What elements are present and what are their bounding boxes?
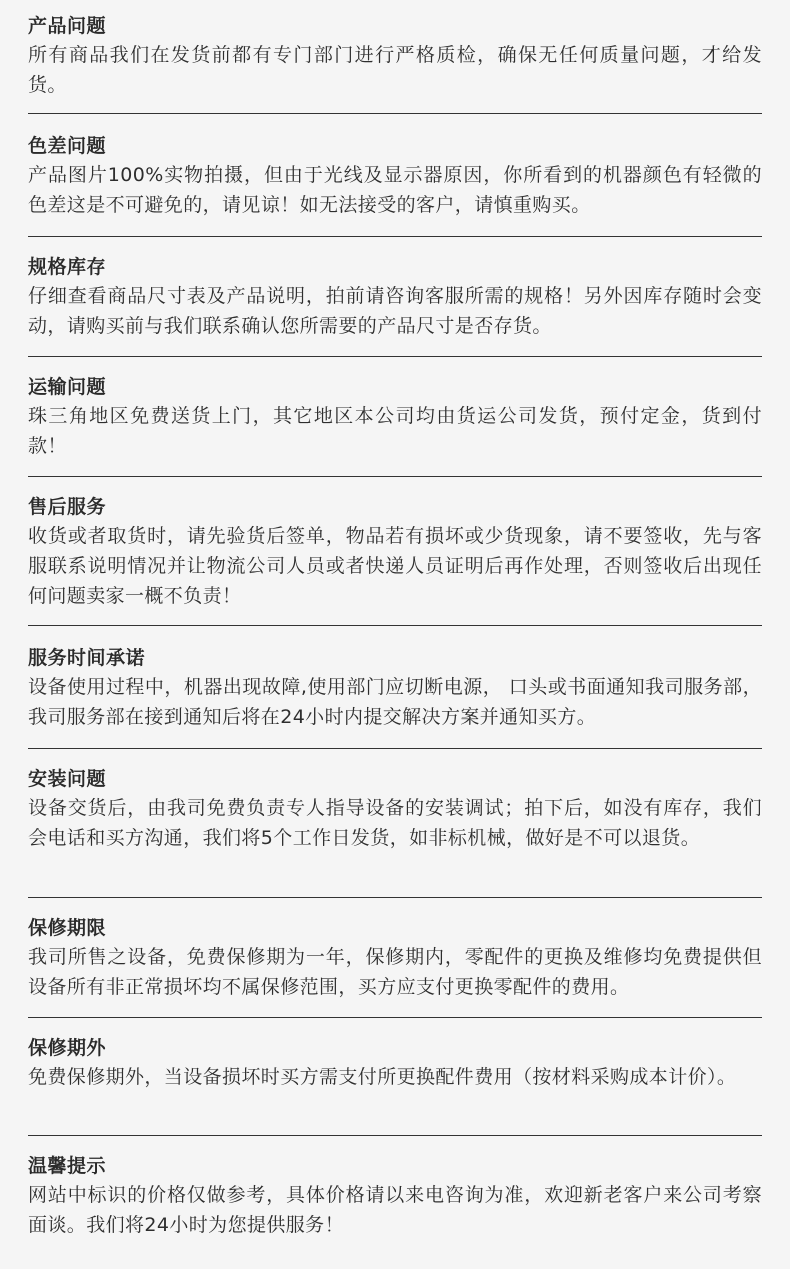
- section-body: 网站中标识的价格仅做参考，具体价格请以来电咨询为准，欢迎新老客户来公司考察面谈。我们将24小时为您提供服务！: [28, 1184, 762, 1236]
- section-title: 规格库存: [28, 256, 107, 278]
- section-title: 保修期限: [28, 917, 107, 939]
- section-title: 售后服务: [28, 496, 107, 518]
- section-out-of-warranty: [28, 1018, 762, 1136]
- section-installation: [28, 749, 762, 898]
- section-shipping: [28, 357, 762, 477]
- section-title: 温馨提示: [28, 1155, 107, 1177]
- section-body: 收货或者取货时，请先验货后签单，物品若有损坏或少货现象，请不要签收，先与客服联系说明情况并让物流公司人员或者快递人员证明后再作处理，否则签收后出现任何问题卖家一概不负责！: [28, 525, 762, 607]
- section-service-time: [28, 626, 762, 749]
- section-warranty-period: [28, 898, 762, 1018]
- section-product-issues: [28, 12, 762, 114]
- section-body: 免费保修期外，当设备损坏时买方需支付所更换配件费用（按材料采购成本计价）。: [28, 1066, 737, 1088]
- section-title: 色差问题: [28, 135, 107, 157]
- section-color-difference: [28, 114, 762, 237]
- section-body: 设备交货后，由我司免费负责专人指导设备的安装调试；拍下后，如没有库存，我们会电话和买方沟通，我们将5个工作日发货，如非标机械，做好是不可以退货。: [28, 797, 762, 849]
- section-title: 服务时间承诺: [28, 647, 146, 669]
- section-specs-stock: [28, 237, 762, 357]
- section-body: 产品图片100%实物拍摄，但由于光线及显示器原因，你所看到的机器颜色有轻微的色差这是不可避免的，请见谅！如无法接受的客户，请慎重购买。: [28, 164, 762, 216]
- section-title: 产品问题: [28, 15, 107, 37]
- section-after-sales: [28, 477, 762, 626]
- section-body: 仔细查看商品尺寸表及产品说明，拍前请咨询客服所需的规格！另外因库存随时会变动，请购买前与我们联系确认您所需要的产品尺寸是否存货。: [28, 285, 762, 337]
- section-body: 我司所售之设备，免费保修期为一年，保修期内，零配件的更换及维修均免费提供但设备所有非正常损坏均不属保修范围，买方应支付更换零配件的费用。: [28, 946, 762, 998]
- section-body: 设备使用过程中，机器出现故障,使用部门应切断电源， 口头或书面通知我司服务部，我司服务部在接到通知后将在24小时内提交解决方案并通知买方。: [28, 676, 762, 728]
- section-body: 珠三角地区免费送货上门，其它地区本公司均由货运公司发货，预付定金，货到付款！: [28, 405, 762, 457]
- section-title: 保修期外: [28, 1037, 107, 1059]
- section-friendly-reminder: [28, 1136, 762, 1256]
- section-body: 所有商品我们在发货前都有专门部门进行严格质检，确保无任何质量问题，才给发货。: [28, 44, 762, 96]
- section-title: 运输问题: [28, 376, 107, 398]
- section-title: 安装问题: [28, 768, 107, 790]
